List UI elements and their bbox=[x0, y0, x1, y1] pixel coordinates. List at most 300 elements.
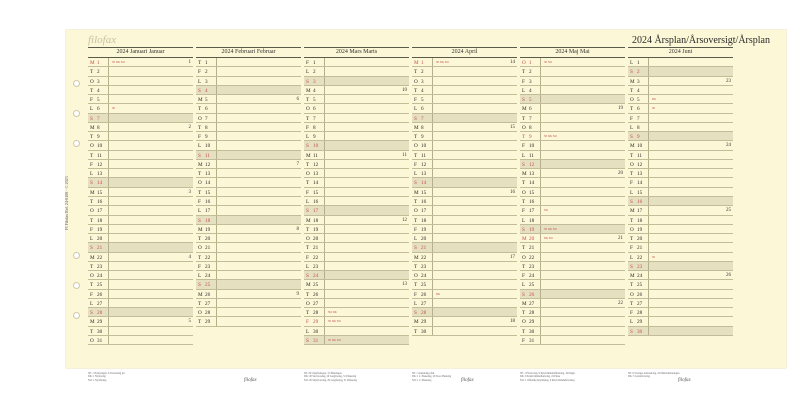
row-divider bbox=[324, 308, 325, 316]
day-row[interactable] bbox=[628, 216, 733, 225]
day-row[interactable] bbox=[196, 188, 301, 197]
weekday-letter: F bbox=[306, 254, 309, 261]
side-reference-code: FI Filofax Ref. 24-6106 · © 2023 bbox=[64, 176, 69, 230]
weekday-letter: S bbox=[198, 282, 201, 289]
holiday-marker: SE DK NO bbox=[112, 61, 125, 64]
day-row[interactable] bbox=[196, 104, 301, 113]
day-row[interactable] bbox=[88, 206, 193, 215]
day-row[interactable] bbox=[88, 327, 193, 336]
day-row[interactable] bbox=[412, 160, 517, 169]
weekday-letter: S bbox=[414, 180, 417, 187]
day-number: 2 bbox=[529, 69, 532, 76]
row-divider bbox=[108, 225, 109, 233]
day-row[interactable] bbox=[88, 77, 193, 86]
row-divider bbox=[324, 86, 325, 94]
day-row[interactable] bbox=[412, 317, 517, 326]
day-row[interactable] bbox=[196, 280, 301, 289]
day-row[interactable] bbox=[304, 141, 409, 150]
weekday-letter: F bbox=[198, 69, 201, 76]
day-row[interactable] bbox=[196, 114, 301, 123]
day-row[interactable] bbox=[412, 271, 517, 280]
day-row[interactable] bbox=[88, 216, 193, 225]
weekday-letter: M bbox=[414, 189, 419, 196]
day-row[interactable] bbox=[304, 243, 409, 252]
day-number: 12 bbox=[97, 161, 103, 168]
day-row[interactable] bbox=[628, 141, 733, 150]
day-row[interactable] bbox=[628, 67, 733, 76]
day-row[interactable] bbox=[520, 77, 625, 86]
day-row[interactable] bbox=[304, 216, 409, 225]
day-row[interactable] bbox=[304, 280, 409, 289]
day-row[interactable] bbox=[628, 160, 733, 169]
day-row[interactable] bbox=[412, 280, 517, 289]
day-row[interactable] bbox=[304, 160, 409, 169]
day-row[interactable] bbox=[196, 132, 301, 141]
day-row[interactable] bbox=[520, 178, 625, 187]
holiday-marker: SE DK NO bbox=[328, 338, 341, 342]
day-number: 12 bbox=[205, 161, 211, 168]
month-column bbox=[520, 47, 625, 345]
day-row[interactable] bbox=[88, 114, 193, 123]
day-row[interactable] bbox=[412, 77, 517, 86]
day-row[interactable] bbox=[628, 132, 733, 141]
day-row[interactable] bbox=[628, 151, 733, 160]
weekday-letter: F bbox=[522, 273, 525, 280]
day-row[interactable] bbox=[304, 262, 409, 271]
day-number: 11 bbox=[637, 152, 642, 159]
day-row[interactable] bbox=[304, 317, 409, 326]
weekday-letter: O bbox=[198, 115, 202, 122]
day-row[interactable] bbox=[196, 225, 301, 234]
day-row[interactable] bbox=[304, 77, 409, 86]
day-row[interactable] bbox=[520, 253, 625, 262]
day-row[interactable] bbox=[196, 86, 301, 95]
day-row[interactable] bbox=[628, 123, 733, 132]
day-row[interactable] bbox=[88, 225, 193, 234]
day-row[interactable] bbox=[88, 123, 193, 132]
day-row[interactable] bbox=[520, 58, 625, 67]
day-row[interactable] bbox=[520, 280, 625, 289]
day-number: 11 bbox=[313, 152, 318, 159]
footer-brand: filofax bbox=[678, 378, 691, 383]
month-header: 2024 Maj Mai bbox=[520, 47, 625, 58]
day-row[interactable] bbox=[88, 336, 193, 345]
weekday-letter: L bbox=[522, 217, 526, 224]
day-row[interactable] bbox=[628, 234, 733, 243]
day-row[interactable] bbox=[628, 225, 733, 234]
day-number: 16 bbox=[637, 198, 643, 205]
holiday-note-line: DK: 28 Skærtorsdag, 29 Langfredag, 31 Påskedag bbox=[304, 375, 357, 379]
day-row[interactable] bbox=[520, 243, 625, 252]
day-row[interactable] bbox=[88, 197, 193, 206]
day-row[interactable] bbox=[628, 299, 733, 308]
row-divider bbox=[648, 299, 649, 307]
row-divider bbox=[432, 225, 433, 233]
day-row[interactable] bbox=[412, 95, 517, 104]
day-number: 14 bbox=[313, 180, 319, 187]
punch-hole bbox=[73, 110, 80, 117]
day-row[interactable] bbox=[88, 104, 193, 113]
day-row[interactable] bbox=[196, 243, 301, 252]
day-number: 31 bbox=[313, 337, 319, 344]
row-divider bbox=[324, 123, 325, 131]
day-row[interactable] bbox=[520, 160, 625, 169]
weekday-letter: T bbox=[630, 87, 634, 94]
day-row[interactable] bbox=[412, 234, 517, 243]
day-row[interactable] bbox=[412, 225, 517, 234]
day-row[interactable] bbox=[520, 197, 625, 206]
weekday-letter: T bbox=[522, 328, 526, 335]
weekday-letter: S bbox=[522, 226, 525, 233]
day-row[interactable] bbox=[520, 188, 625, 197]
day-row[interactable] bbox=[412, 299, 517, 308]
day-row[interactable] bbox=[412, 308, 517, 317]
weekday-letter: O bbox=[90, 337, 94, 344]
day-row[interactable] bbox=[412, 188, 517, 197]
day-row[interactable] bbox=[304, 188, 409, 197]
weekday-letter: O bbox=[630, 161, 634, 168]
day-row[interactable] bbox=[304, 197, 409, 206]
weekday-letter: F bbox=[414, 161, 417, 168]
day-number: 3 bbox=[637, 78, 640, 85]
day-row[interactable] bbox=[88, 243, 193, 252]
day-number: 10 bbox=[637, 143, 643, 150]
weekday-letter: O bbox=[522, 189, 526, 196]
day-number: 2 bbox=[421, 69, 424, 76]
day-row[interactable] bbox=[88, 67, 193, 76]
row-divider bbox=[648, 114, 649, 122]
row-divider bbox=[648, 225, 649, 233]
day-row[interactable] bbox=[628, 262, 733, 271]
day-row[interactable] bbox=[412, 58, 517, 67]
row-divider bbox=[540, 253, 541, 261]
row-divider bbox=[540, 141, 541, 149]
weekday-letter: T bbox=[414, 152, 418, 159]
row-divider bbox=[648, 169, 649, 177]
day-row[interactable] bbox=[520, 271, 625, 280]
day-row[interactable] bbox=[196, 299, 301, 308]
day-row[interactable] bbox=[304, 86, 409, 95]
day-row[interactable] bbox=[412, 327, 517, 336]
day-row[interactable] bbox=[412, 67, 517, 76]
day-row[interactable] bbox=[412, 151, 517, 160]
day-row[interactable] bbox=[88, 188, 193, 197]
day-row[interactable] bbox=[196, 317, 301, 326]
day-row[interactable] bbox=[88, 280, 193, 289]
day-row[interactable] bbox=[196, 216, 301, 225]
day-row[interactable] bbox=[628, 317, 733, 326]
weekday-letter: T bbox=[522, 198, 526, 205]
weekday-letter: L bbox=[306, 134, 310, 141]
day-row[interactable] bbox=[520, 123, 625, 132]
day-row[interactable] bbox=[196, 77, 301, 86]
day-row[interactable] bbox=[628, 253, 733, 262]
day-row[interactable] bbox=[196, 234, 301, 243]
day-row[interactable] bbox=[628, 290, 733, 299]
day-number: 20 bbox=[205, 236, 211, 243]
weekday-letter: T bbox=[198, 106, 202, 113]
day-row[interactable] bbox=[304, 299, 409, 308]
day-number: 29 bbox=[313, 319, 319, 326]
day-number: 25 bbox=[313, 282, 319, 289]
weekday-letter: F bbox=[306, 189, 309, 196]
weekday-letter: S bbox=[90, 245, 93, 252]
day-row[interactable] bbox=[412, 141, 517, 150]
day-row[interactable] bbox=[304, 169, 409, 178]
row-divider bbox=[432, 317, 433, 325]
day-row[interactable] bbox=[628, 280, 733, 289]
row-divider bbox=[648, 243, 649, 251]
day-row[interactable] bbox=[88, 308, 193, 317]
holiday-marker: SE bbox=[112, 107, 116, 111]
day-row[interactable] bbox=[304, 225, 409, 234]
weekday-letter: M bbox=[90, 254, 95, 261]
day-row[interactable] bbox=[520, 132, 625, 141]
day-number: 25 bbox=[637, 282, 643, 289]
day-row[interactable] bbox=[520, 95, 625, 104]
day-row[interactable] bbox=[628, 104, 733, 113]
day-row[interactable] bbox=[88, 151, 193, 160]
weekday-letter: T bbox=[414, 282, 418, 289]
week-number: 9 bbox=[296, 291, 299, 297]
row-divider bbox=[648, 206, 649, 214]
day-number: 13 bbox=[313, 171, 319, 178]
day-row[interactable] bbox=[304, 123, 409, 132]
day-row[interactable] bbox=[520, 86, 625, 95]
day-row[interactable] bbox=[196, 169, 301, 178]
day-row[interactable] bbox=[196, 160, 301, 169]
day-row[interactable] bbox=[412, 123, 517, 132]
day-row[interactable] bbox=[304, 151, 409, 160]
day-row[interactable] bbox=[196, 262, 301, 271]
day-row[interactable] bbox=[412, 253, 517, 262]
weekday-letter: M bbox=[90, 124, 95, 131]
day-row[interactable] bbox=[304, 234, 409, 243]
day-number: 11 bbox=[205, 152, 210, 159]
day-row[interactable] bbox=[520, 225, 625, 234]
day-row[interactable] bbox=[196, 271, 301, 280]
row-divider bbox=[540, 114, 541, 122]
footer-brand: filofax bbox=[244, 378, 257, 383]
day-row[interactable] bbox=[88, 169, 193, 178]
day-row[interactable] bbox=[304, 58, 409, 67]
day-row[interactable] bbox=[304, 336, 409, 345]
day-row[interactable] bbox=[520, 327, 625, 336]
day-row[interactable] bbox=[520, 299, 625, 308]
weekday-letter: L bbox=[630, 254, 634, 261]
day-row[interactable] bbox=[304, 253, 409, 262]
day-row[interactable] bbox=[88, 95, 193, 104]
day-row[interactable] bbox=[304, 308, 409, 317]
weekday-letter: S bbox=[306, 78, 309, 85]
day-row[interactable] bbox=[304, 178, 409, 187]
row-divider bbox=[540, 271, 541, 279]
day-row[interactable] bbox=[628, 95, 733, 104]
day-row[interactable] bbox=[412, 114, 517, 123]
row-divider bbox=[108, 178, 109, 186]
day-row[interactable] bbox=[520, 67, 625, 76]
day-row[interactable] bbox=[196, 95, 301, 104]
weekday-letter: T bbox=[630, 152, 634, 159]
weekday-letter: M bbox=[306, 87, 311, 94]
day-row[interactable] bbox=[304, 114, 409, 123]
day-row[interactable] bbox=[628, 206, 733, 215]
day-row[interactable] bbox=[520, 234, 625, 243]
day-row[interactable] bbox=[304, 95, 409, 104]
day-row[interactable] bbox=[304, 67, 409, 76]
day-row[interactable] bbox=[412, 86, 517, 95]
day-row[interactable] bbox=[88, 262, 193, 271]
weekday-letter: F bbox=[90, 97, 93, 104]
planner-sheet bbox=[64, 30, 786, 383]
month-header: 2024 Juni bbox=[628, 47, 733, 58]
day-row[interactable] bbox=[520, 290, 625, 299]
day-row[interactable] bbox=[196, 253, 301, 262]
day-row[interactable] bbox=[520, 216, 625, 225]
day-number: 23 bbox=[313, 263, 319, 270]
day-row[interactable] bbox=[412, 178, 517, 187]
holiday-notes bbox=[88, 372, 193, 382]
day-row[interactable] bbox=[88, 271, 193, 280]
day-row[interactable] bbox=[88, 253, 193, 262]
holiday-note-line: SE: 6 Sveriges nationaldag, 22 Midsommardagen bbox=[628, 372, 680, 375]
day-row[interactable] bbox=[412, 197, 517, 206]
week-number: 8 bbox=[296, 226, 299, 232]
weekday-letter: M bbox=[522, 300, 527, 307]
day-row[interactable] bbox=[628, 86, 733, 95]
row-divider bbox=[108, 132, 109, 140]
day-row[interactable] bbox=[628, 271, 733, 280]
row-divider bbox=[216, 123, 217, 131]
day-row[interactable] bbox=[520, 336, 625, 345]
weekday-letter: T bbox=[90, 263, 94, 270]
day-number: 14 bbox=[637, 180, 643, 187]
day-number: 25 bbox=[529, 282, 535, 289]
day-row[interactable] bbox=[88, 58, 193, 67]
day-row[interactable] bbox=[520, 104, 625, 113]
day-number: 21 bbox=[637, 245, 643, 252]
day-row[interactable] bbox=[628, 178, 733, 187]
weekday-letter: T bbox=[522, 263, 526, 270]
day-row[interactable] bbox=[520, 114, 625, 123]
day-row[interactable] bbox=[412, 132, 517, 141]
day-number: 4 bbox=[529, 87, 532, 94]
day-row[interactable] bbox=[196, 308, 301, 317]
day-row[interactable] bbox=[520, 206, 625, 215]
day-number: 24 bbox=[637, 273, 643, 280]
week-number: 1 bbox=[188, 60, 191, 65]
day-row[interactable] bbox=[88, 299, 193, 308]
day-row[interactable] bbox=[304, 290, 409, 299]
day-row[interactable] bbox=[412, 262, 517, 271]
day-row[interactable] bbox=[628, 58, 733, 67]
row-divider bbox=[432, 327, 433, 335]
day-row[interactable] bbox=[628, 188, 733, 197]
day-row[interactable] bbox=[412, 169, 517, 178]
day-row[interactable] bbox=[304, 327, 409, 336]
day-row[interactable] bbox=[628, 243, 733, 252]
weekday-letter: T bbox=[522, 69, 526, 76]
day-row[interactable] bbox=[88, 234, 193, 243]
day-row[interactable] bbox=[520, 308, 625, 317]
day-row[interactable] bbox=[196, 206, 301, 215]
weekday-letter: F bbox=[414, 97, 417, 104]
week-number: 5 bbox=[188, 319, 191, 325]
row-divider bbox=[432, 141, 433, 149]
weekday-letter: L bbox=[198, 78, 202, 85]
day-row[interactable] bbox=[196, 178, 301, 187]
day-row[interactable] bbox=[196, 290, 301, 299]
day-row[interactable] bbox=[412, 206, 517, 215]
day-number: 30 bbox=[637, 328, 643, 335]
row-divider bbox=[324, 336, 325, 344]
holiday-notes bbox=[304, 372, 409, 382]
weekday-letter: M bbox=[198, 226, 203, 233]
day-row[interactable] bbox=[628, 327, 733, 336]
day-row[interactable] bbox=[628, 308, 733, 317]
day-row[interactable] bbox=[304, 271, 409, 280]
day-row[interactable] bbox=[520, 169, 625, 178]
week-number: 16 bbox=[510, 189, 515, 195]
day-row[interactable] bbox=[196, 141, 301, 150]
holiday-note-line: SE: 1 Nyårsdagen, 6 Trettondag jul bbox=[88, 372, 125, 375]
day-row[interactable] bbox=[520, 262, 625, 271]
day-row[interactable] bbox=[196, 58, 301, 67]
day-row[interactable] bbox=[196, 67, 301, 76]
day-row[interactable] bbox=[88, 141, 193, 150]
day-row[interactable] bbox=[304, 132, 409, 141]
day-row[interactable] bbox=[196, 197, 301, 206]
weekday-letter: L bbox=[306, 328, 310, 335]
day-row[interactable] bbox=[412, 290, 517, 299]
day-row[interactable] bbox=[196, 123, 301, 132]
day-row[interactable] bbox=[88, 86, 193, 95]
day-row[interactable] bbox=[628, 77, 733, 86]
day-row[interactable] bbox=[520, 151, 625, 160]
day-row[interactable] bbox=[88, 317, 193, 326]
holiday-marker: SE bbox=[652, 255, 656, 259]
day-row[interactable] bbox=[88, 160, 193, 169]
month-column bbox=[88, 47, 193, 345]
day-row[interactable] bbox=[88, 178, 193, 187]
weekday-letter: L bbox=[414, 171, 418, 178]
day-row[interactable] bbox=[628, 169, 733, 178]
day-row[interactable] bbox=[304, 206, 409, 215]
row-divider bbox=[216, 290, 217, 298]
day-row[interactable] bbox=[196, 151, 301, 160]
page-title: 2024 Årsplan/Årsoversigt/Årsplan bbox=[631, 35, 770, 46]
day-row[interactable] bbox=[412, 216, 517, 225]
weekday-letter: T bbox=[198, 236, 202, 243]
day-row[interactable] bbox=[304, 104, 409, 113]
row-divider bbox=[540, 123, 541, 131]
day-number: 12 bbox=[637, 161, 643, 168]
day-row[interactable] bbox=[88, 290, 193, 299]
day-row[interactable] bbox=[520, 141, 625, 150]
row-divider bbox=[324, 290, 325, 298]
day-row[interactable] bbox=[88, 132, 193, 141]
week-number: 21 bbox=[618, 236, 623, 242]
day-row[interactable] bbox=[412, 104, 517, 113]
day-number: 29 bbox=[421, 319, 427, 326]
row-divider bbox=[324, 141, 325, 149]
day-row[interactable] bbox=[412, 243, 517, 252]
weekday-letter: S bbox=[630, 198, 633, 205]
day-row[interactable] bbox=[628, 114, 733, 123]
weekday-letter: F bbox=[522, 143, 525, 150]
day-row[interactable] bbox=[520, 317, 625, 326]
day-row[interactable] bbox=[628, 197, 733, 206]
